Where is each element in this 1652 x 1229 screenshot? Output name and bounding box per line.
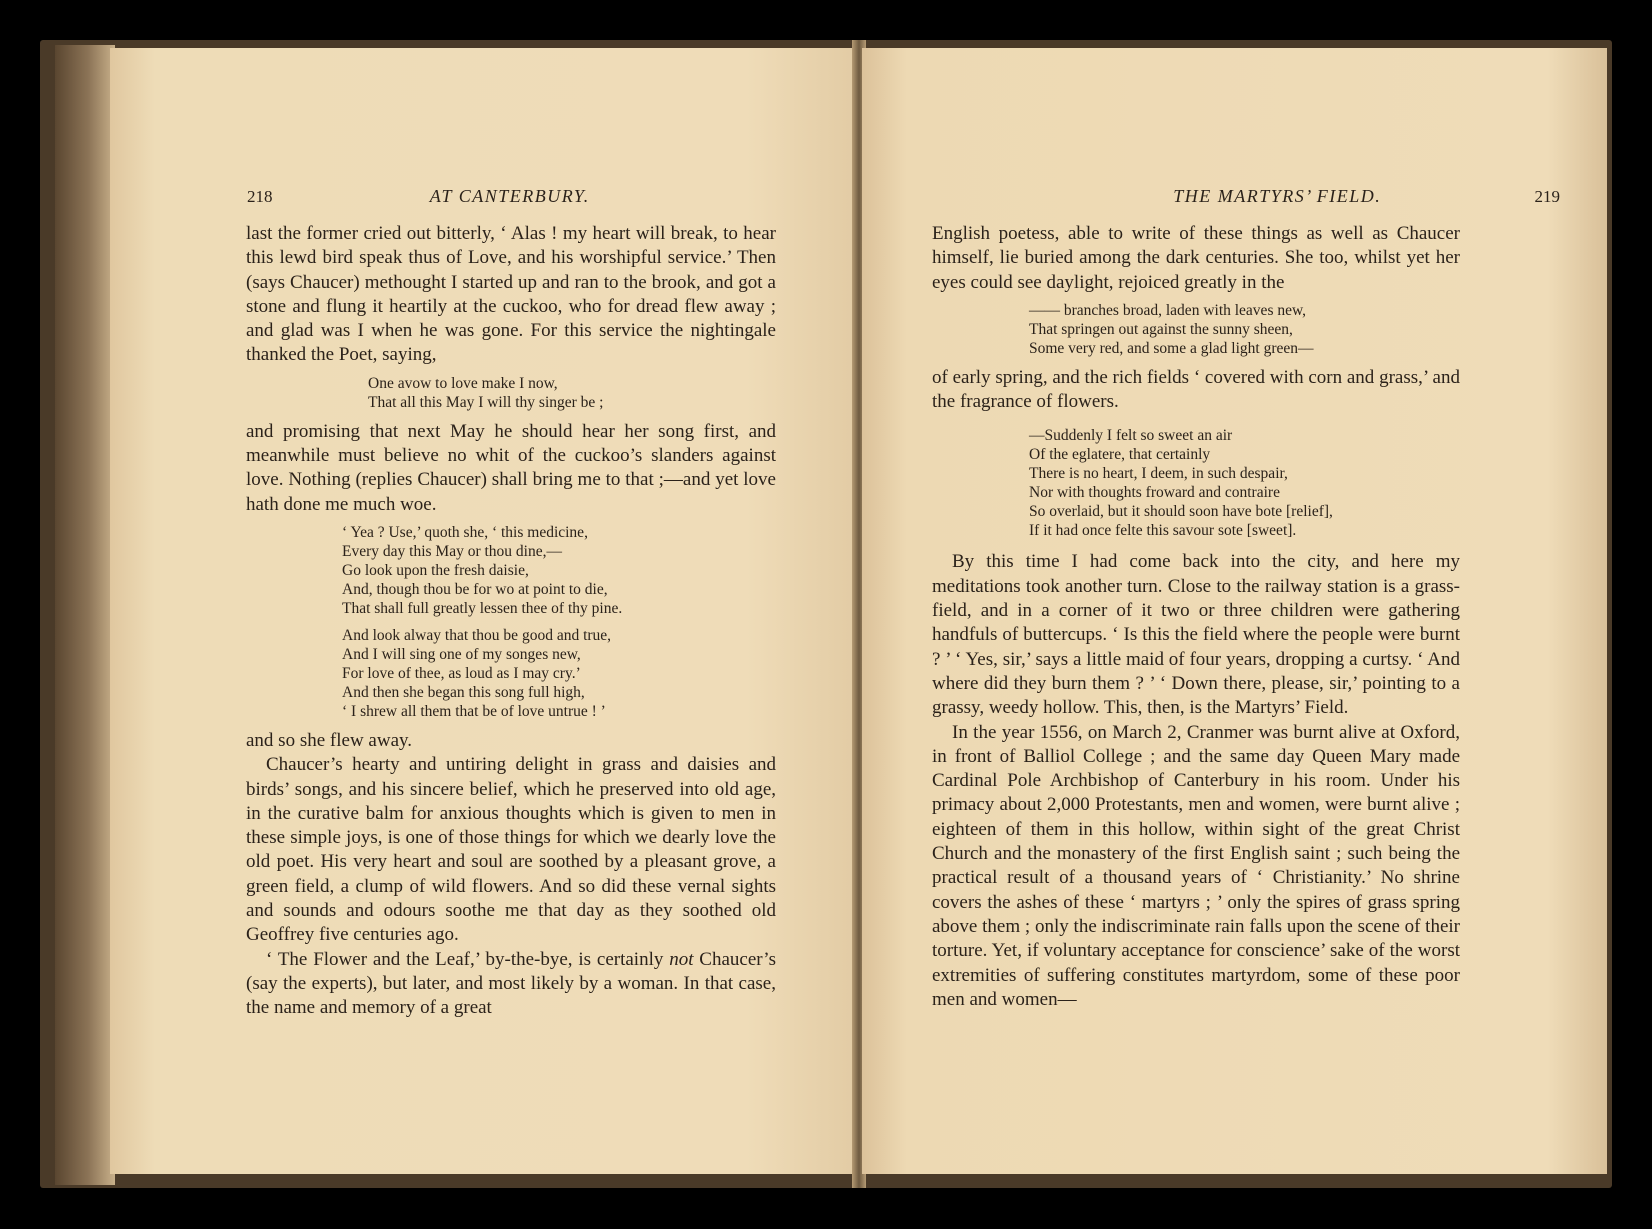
verse-line: That shall full greatly lessen thee of thy pine. [342, 599, 623, 617]
verse-line: Of the eglatere, that certainly [1029, 446, 1211, 464]
verse-line: And, though thou be for wo at point to die, [342, 580, 608, 598]
verse-line: Some very red, and some a glad light green— [1029, 339, 1314, 357]
verse-line: —Suddenly I felt so sweet an air [1029, 427, 1233, 445]
verse-line: Every day this May or thou dine,— [342, 542, 562, 560]
paragraph: and so she flew away. [246, 729, 413, 751]
page-stack-edge [55, 45, 115, 1185]
paragraph: Chaucer’s hearty and untiring delight in grass and daisies and birds’ songs, and his sincere belief, which he preserved into old age, in the curative balm for anxious thoughts which is given to men in these simple joys, is one of those things for which we dearly love the old poet. His very heart and soul are soothed by a pleasant grove, a green field, a clump of wild flowers. And so did these vernal sights and sounds and odours soothe me that day as they soothed old Geoffrey five centuries ago. [246, 754, 776, 946]
paragraph: and promising that next May he should hear her song first, and meanwhile must believe no whit of the cuckoo’s slanders against love. Nothing (replies Chaucer) shall bring me to that ;—and yet love hath done me much woe. [246, 420, 776, 515]
verse-line: That springen out against the sunny sheen, [1029, 320, 1293, 338]
left-page [110, 48, 858, 1174]
verse-line: And I will sing one of my songes new, [342, 645, 581, 663]
verse-line: So overlaid, but it should soon have bote [relief], [1029, 503, 1333, 521]
running-title: AT CANTERBURY. [429, 186, 590, 206]
verse-line: And then she began this song full high, [342, 683, 585, 701]
paragraph: English poetess, able to write of these things as well as Chaucer himself, lie buried among the dark centuries. She too, whilst yet her eyes could see daylight, rejoiced greatly in the [932, 223, 1460, 293]
verse-line: ‘ Yea ? Use,’ quoth she, ‘ this medicine, [342, 523, 588, 541]
right-page [862, 48, 1607, 1174]
verse-quote [932, 426, 1460, 540]
verse-line: ‘ I shrew all them that be of love untrue ! ’ [342, 702, 606, 720]
verse-line: Nor with thoughts froward and contraire [1029, 484, 1280, 502]
left-page-text [246, 222, 776, 1021]
paragraph: last the former cried out bitterly, ‘ Alas ! my heart will break, to hear this lewd bird speak thus of Love, and his worshipful service.’ Then (says Chaucer) methought I started up and ran to the brook, and got a stone and flung it heartily at the cuckoo, who for dread flew away ; and glad was I when he was gone. For this service the nightingale thanked the Poet, saying, [246, 223, 776, 366]
running-title: THE MARTYRS’ FIELD. [1173, 186, 1382, 206]
right-page-header [1010, 186, 1560, 207]
verse-quote [932, 301, 1460, 358]
left-page-header [247, 186, 777, 207]
verse-line: —— branches broad, laden with leaves new, [1029, 301, 1307, 319]
verse-quote [246, 523, 776, 721]
verse-line: Go look upon the fresh daisie, [342, 561, 529, 579]
paragraph: In the year 1556, on March 2, Cranmer was burnt alive at Oxford, in front of Balliol College ; and the same day Queen Mary made Cardinal Pole Archbishop of Canterbury in his room. Under his primacy about 2,000 Protestants, men and women, were burnt alive ; eighteen of them in this hollow, within sight of the great Christ Church and the monastery of the first English saint ; such being the practical result of a thousand years of ‘ Christianity.’ No shrine covers the ashes of these ‘ martyrs ; ’ only the spires of grass spring above them ; only the indiscriminate rain falls upon the scene of their torture. Yet, if voluntary acceptance for conscience’ sake of the worst extremities of suffering constitutes martyrdom, some of these poor men and women— [932, 721, 1460, 1010]
verse-line: For love of thee, as loud as I may cry.’ [342, 664, 581, 682]
verse-line: And look alway that thou be good and true, [342, 626, 612, 644]
paragraph: By this time I had come back into the city, and here my meditations took another turn. Close to the railway station is a grass-field, and in a corner of it two or three children were gathering handfuls of buttercups. ‘ Is this the field where the people were burnt ? ’ ‘ Yes, sir,’ says a little maid of four years, dropping a curtsy. ‘ And where did they burn them ? ’ ‘ Down there, please, sir,’ pointing to a grassy, weedy hollow. This, then, is the Martyrs’ Field. [932, 551, 1460, 719]
page-number: 218 [247, 187, 273, 206]
stanza [342, 626, 776, 721]
paragraph: ‘ The Flower and the Leaf,’ by-the-bye, is certainly not Chaucer’s (say the experts), but later, and most likely by a woman. In that case, the name and memory of a great [246, 948, 776, 1019]
verse-line: If it had once felte this savour sote [sweet]. [1029, 522, 1297, 540]
page-number: 219 [1534, 187, 1560, 206]
stanza [342, 523, 776, 618]
verse-line: That all this May I will thy singer be ; [368, 393, 604, 411]
verse-line: One avow to love make I now, [368, 374, 558, 392]
verse-quote [246, 374, 776, 412]
paragraph: of early spring, and the rich fields ‘ covered with corn and grass,’ and the fragrance of flowers. [932, 366, 1460, 413]
verse-line: There is no heart, I deem, in such despair, [1029, 465, 1288, 483]
right-page-text [932, 222, 1460, 1012]
